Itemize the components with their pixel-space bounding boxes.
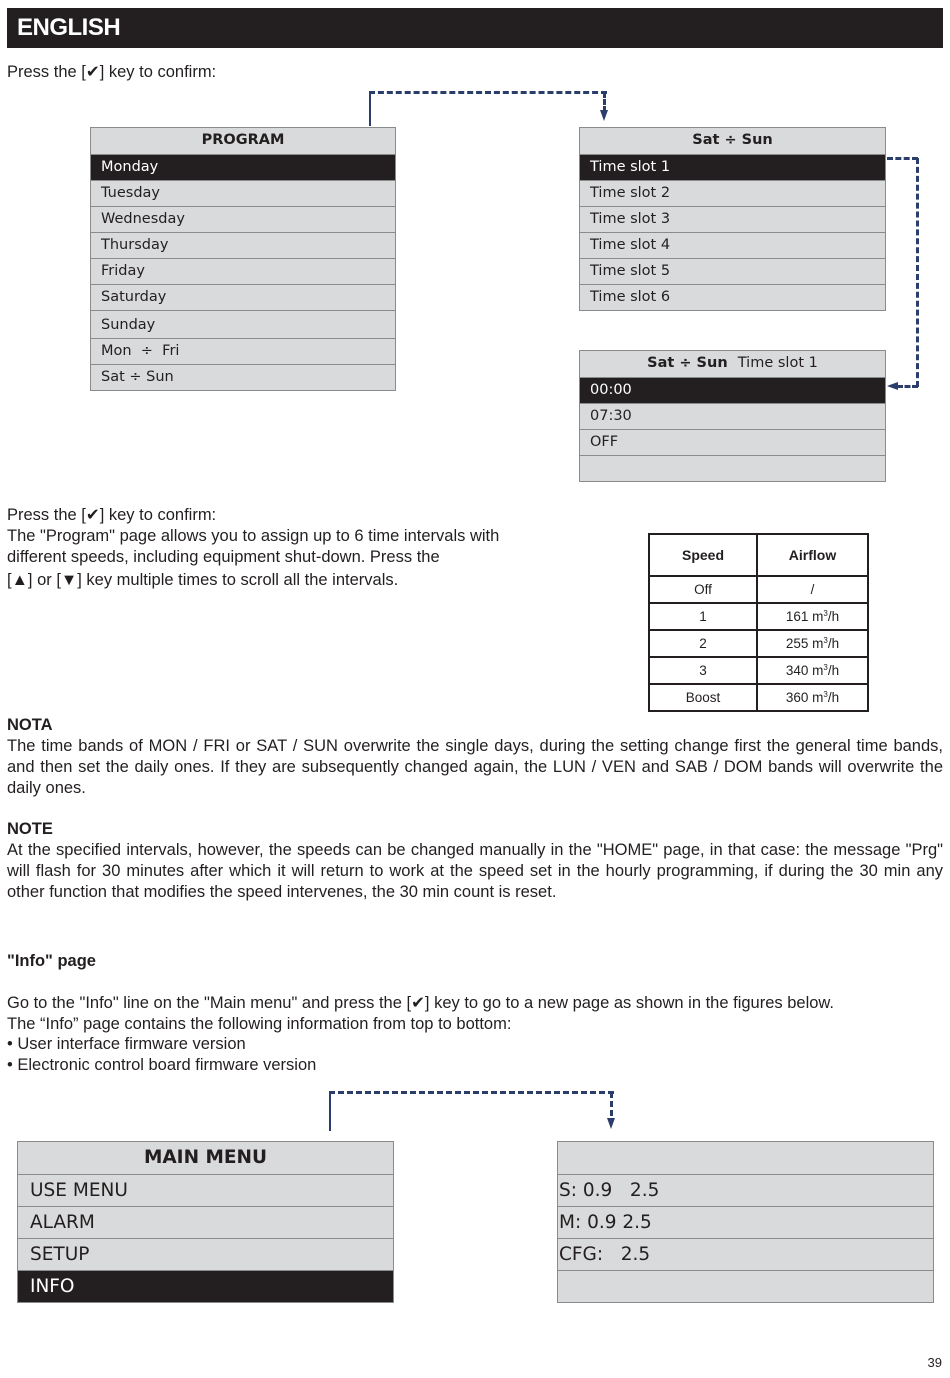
- airflow-unit: m: [812, 636, 824, 651]
- timeslot-item-3[interactable]: Time slot 3: [580, 206, 885, 232]
- connector-info-top-dash: [329, 1091, 614, 1094]
- connector-info-right-dash: [610, 1092, 613, 1116]
- airflow-unit-tail: /h: [827, 636, 840, 651]
- info-line-1: Go to the "Info" line on the "Main menu" and press the [✔] key to go to a new page as shown in the figures below.: [7, 994, 834, 1012]
- airflow-value: 340: [785, 663, 809, 678]
- airflow-unit: m: [812, 663, 824, 678]
- timeslot-menu: [579, 127, 886, 311]
- info-bullet-1: • User interface firmware version: [7, 1035, 246, 1053]
- table-row: [649, 576, 868, 603]
- info-display-row-empty-top: [558, 1142, 933, 1174]
- airflow-cell: [757, 657, 868, 684]
- airflow-unit: m: [812, 690, 824, 705]
- main-menu-title: MAIN MENU: [143, 1147, 268, 1168]
- program-item-sat-sun[interactable]: Sat ÷ Sun: [91, 364, 395, 390]
- slot-detail-end[interactable]: 07:30: [580, 403, 885, 429]
- slot-detail-title-bold: Sat ÷ Sun: [647, 355, 728, 371]
- timeslot-item-4[interactable]: Time slot 4: [580, 232, 885, 258]
- airflow-unit-sup: 3: [823, 609, 828, 618]
- table-row: [649, 657, 868, 684]
- connector-top-dash: [369, 91, 607, 94]
- connector-info-left-stub: [329, 1092, 331, 1131]
- airflow-unit-sup: 3: [823, 636, 828, 645]
- speed-header: Speed: [649, 534, 757, 576]
- arrow-down-icon: [600, 110, 608, 121]
- timeslot-item-2[interactable]: Time slot 2: [580, 180, 885, 206]
- main-menu-item-setup[interactable]: SETUP: [18, 1238, 393, 1270]
- program-menu-title: PROGRAM: [201, 132, 285, 148]
- arrow-left-icon: [887, 382, 898, 390]
- speed-cell: 3: [649, 657, 757, 684]
- program-item-friday[interactable]: Friday: [91, 258, 395, 284]
- airflow-value: 161: [785, 609, 809, 624]
- airflow-header: Airflow: [757, 534, 868, 576]
- program-text-line-2: The "Program" page allows you to assign up to 6 time intervals with: [7, 527, 500, 545]
- speed-airflow-table: [648, 533, 869, 712]
- main-menu-item-use-menu[interactable]: USE MENU: [18, 1174, 393, 1206]
- airflow-unit-sup: 3: [823, 690, 828, 699]
- program-item-saturday[interactable]: Saturday: [91, 284, 395, 310]
- connector-right-dash: [603, 92, 606, 112]
- note-title: NOTE: [7, 820, 53, 838]
- timeslot-item-1[interactable]: Time slot 1: [580, 154, 885, 180]
- speed-cell: 2: [649, 630, 757, 657]
- nota-title: NOTA: [7, 716, 53, 734]
- timeslot-item-5[interactable]: Time slot 5: [580, 258, 885, 284]
- slot-detail-title-rest: Time slot 1: [737, 355, 818, 371]
- program-menu: [90, 127, 396, 391]
- program-item-tuesday[interactable]: Tuesday: [91, 180, 395, 206]
- program-item-wednesday[interactable]: Wednesday: [91, 206, 395, 232]
- connector-right-bottom-dash: [897, 385, 918, 388]
- program-text-line-3: different speeds, including equipment shut-down. Press the: [7, 548, 440, 566]
- press-confirm-text: Press the [✔] key to confirm:: [7, 63, 217, 81]
- airflow-value: 360: [785, 690, 809, 705]
- info-display-row-empty-bottom: [558, 1270, 933, 1302]
- airflow-cell: [757, 603, 868, 630]
- timeslot-menu-title: Sat ÷ Sun: [692, 132, 773, 148]
- info-display: [557, 1141, 934, 1303]
- speed-cell: Off: [649, 576, 757, 603]
- info-display-ui-version: S: 0.9 2.5: [558, 1174, 933, 1206]
- main-menu-item-alarm[interactable]: ALARM: [18, 1206, 393, 1238]
- page-number: 39: [927, 1355, 942, 1370]
- airflow-unit-tail: /h: [827, 609, 840, 624]
- info-display-board-version: M: 0.9 2.5: [558, 1206, 933, 1238]
- program-item-thursday[interactable]: Thursday: [91, 232, 395, 258]
- connector-right-top-dash: [887, 157, 918, 160]
- info-bullet-2: • Electronic control board firmware version: [7, 1056, 317, 1074]
- section-header: ENGLISH: [7, 8, 943, 48]
- airflow-unit-tail: /h: [827, 663, 840, 678]
- info-line-2: The “Info” page contains the following information from top to bottom:: [7, 1015, 512, 1033]
- airflow-value: 255: [785, 636, 809, 651]
- table-row: [649, 603, 868, 630]
- slot-detail-title: [580, 351, 885, 377]
- timeslot-item-6[interactable]: Time slot 6: [580, 284, 885, 310]
- airflow-cell: /: [757, 576, 868, 603]
- slot-detail-empty: [580, 455, 885, 481]
- slot-detail-speed[interactable]: OFF: [580, 429, 885, 455]
- program-item-monday[interactable]: Monday: [91, 154, 395, 180]
- connector-left-stub: [369, 92, 371, 126]
- speed-cell: 1: [649, 603, 757, 630]
- airflow-cell: [757, 630, 868, 657]
- airflow-unit: m: [812, 609, 824, 624]
- program-text-line-4: [▲] or [▼] key multiple times to scroll all the intervals.: [7, 571, 399, 589]
- nota-body: The time bands of MON / FRI or SAT / SUN overwrite the single days, during the setting change first the general time bands, and then set the daily ones. If they are subsequently changed again, the LUN / VEN and SAB / DOM bands will overwrite the daily ones.: [7, 737, 943, 797]
- slot-detail-start[interactable]: 00:00: [580, 377, 885, 403]
- note-body: At the specified intervals, however, the speeds can be changed manually in the "HOME" page, in that case: the message "Prg" will flash for 30 minutes after which it will return to work at the speed set in the hourly programming, if during the 30 min any other function that modifies the speed intervenes, the 30 min count is reset.: [7, 841, 943, 901]
- info-display-cfg-version: CFG: 2.5: [558, 1238, 933, 1270]
- connector-right-vertical-dash: [916, 158, 919, 387]
- airflow-cell: [757, 684, 868, 711]
- table-row: [649, 684, 868, 711]
- program-item-sunday[interactable]: Sunday: [91, 310, 395, 338]
- slot-detail-panel: [579, 350, 886, 482]
- program-item-mon-fri[interactable]: Mon ÷ Fri: [91, 338, 395, 364]
- main-menu-item-info[interactable]: INFO: [18, 1270, 393, 1302]
- table-row: [649, 630, 868, 657]
- info-section-title: "Info" page: [7, 952, 96, 970]
- arrow-down-icon: [607, 1118, 615, 1129]
- airflow-unit-sup: 3: [823, 663, 828, 672]
- speed-cell: Boost: [649, 684, 757, 711]
- program-text-line-1: Press the [✔] key to confirm:: [7, 506, 217, 524]
- main-menu: [17, 1141, 394, 1303]
- airflow-unit-tail: /h: [827, 690, 840, 705]
